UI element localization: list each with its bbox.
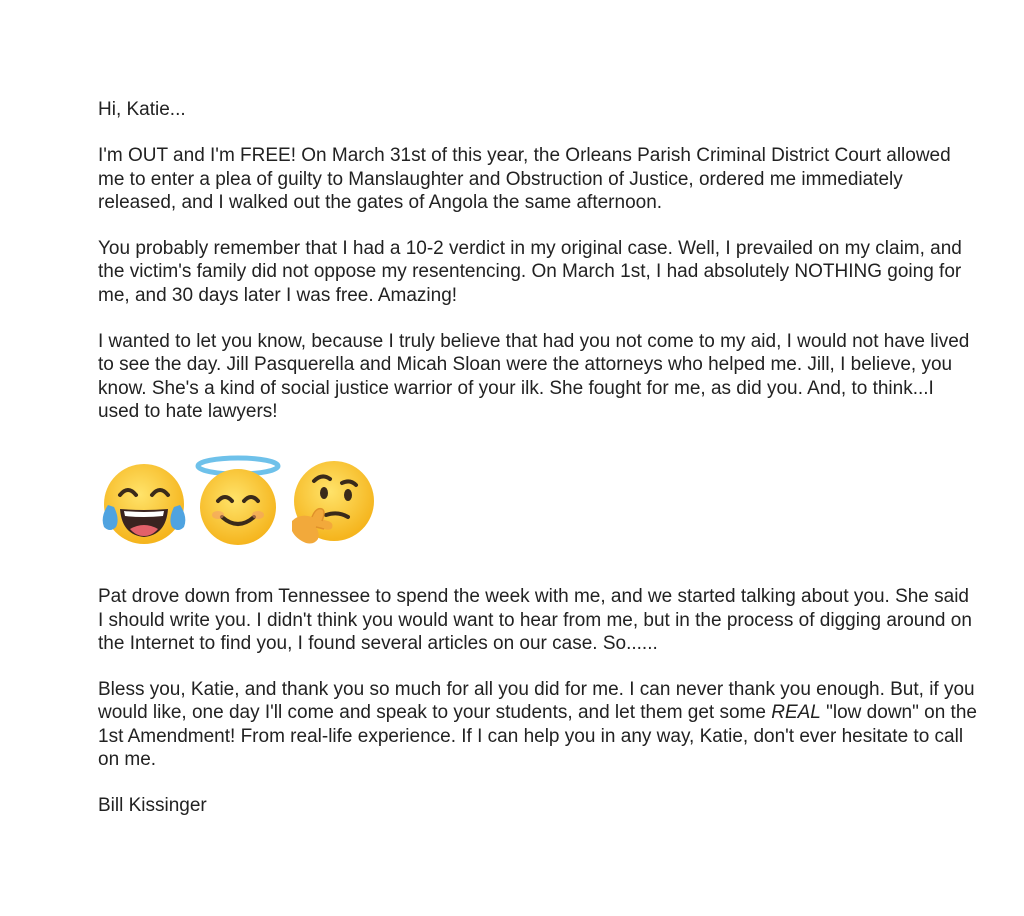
face-with-tears-of-joy-icon	[98, 461, 190, 547]
signature: Bill Kissinger	[98, 795, 207, 817]
greeting: Hi, Katie...	[98, 99, 186, 120]
paragraph-3: I wanted to let you know, because I truly believe that had you not come to my aid, I would not have lived to see the day. Jill Pasquerella and Micah Sloan were the attorneys who helped me. Jill, I believe, you know. She's a kind of social justice warrior of your ilk. She fought for me, as did you. And, to think...I used to hate lawyers!	[98, 331, 970, 422]
letter-body	[98, 98, 978, 818]
emoji-row	[98, 455, 978, 547]
smiling-face-with-halo-icon	[192, 455, 284, 547]
paragraph-2: You probably remember that I had a 10-2 verdict in my original case. Well, I prevailed on my claim, and the victim's family did not oppose my resentencing. On March 1st, I had absolutely NOTHING going for me, and 30 days later I was free. Amazing!	[98, 238, 962, 306]
emphasis-real: REAL	[771, 702, 821, 724]
thinking-face-icon	[286, 459, 378, 547]
paragraph-1: I'm OUT and I'm FREE! On March 31st of this year, the Orleans Parish Criminal District Court allowed me to enter a plea of guilty to Manslaughter and Obstruction of Justice, ordered me immediately released, and I walked out the gates of Angola the same afternoon.	[98, 145, 951, 213]
paragraph-4: Pat drove down from Tennessee to spend the week with me, and we started talking about you. She said I should write you. I didn't think you would want to hear from me, but in the process of digging around on the Internet to find you, I found several articles on our case. So......	[98, 586, 972, 654]
paragraph-5-start: Bless you, Katie, and thank you so much for all you did for me. I can never thank you enough. But, if you would like, one day I'll come and speak to your students, and let them get some	[98, 679, 975, 724]
paragraph-5-end: "low down" on the 1st Amendment! From real-life experience. If I can help you in any way, Katie, don't ever hesitate to call on me.	[98, 702, 977, 771]
paragraph-5	[98, 678, 978, 771]
